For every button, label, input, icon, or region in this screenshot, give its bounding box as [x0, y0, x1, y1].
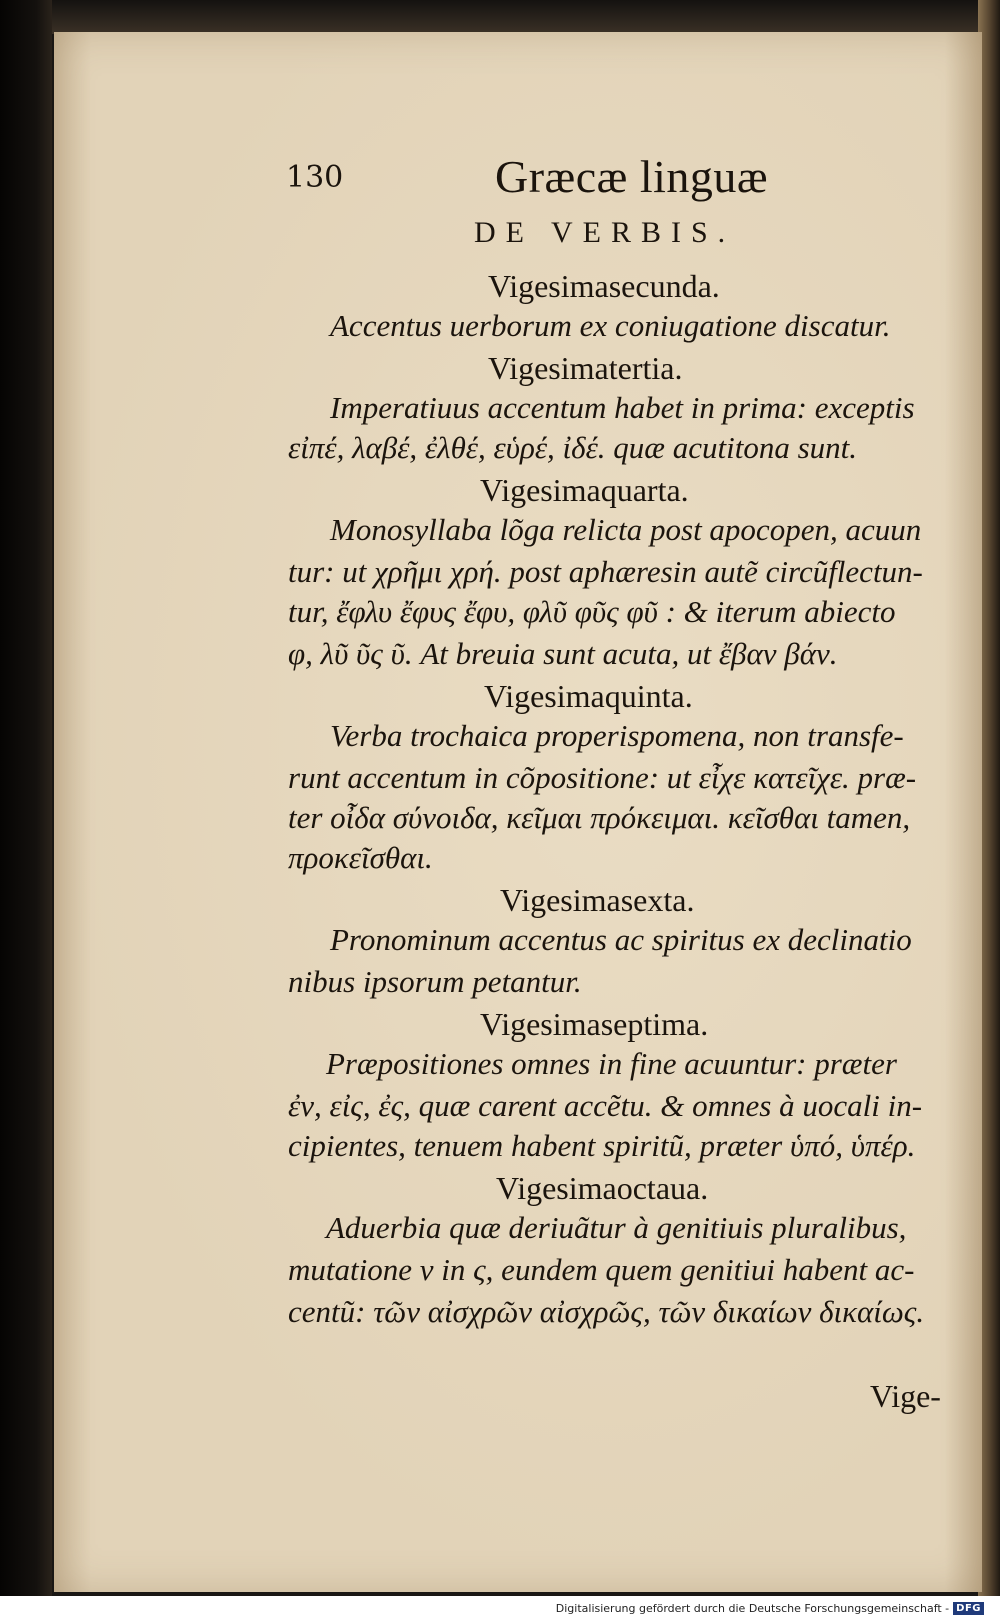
text-line: runt accentum in cõpositione: ut εἶχε κατεῖχε. præ- — [288, 760, 917, 795]
text-line: προκεῖσθαι. — [288, 840, 433, 875]
text-line: ter οἶδα σύνοιδα, κεῖμαι πρόκειμαι. κεῖσθαι tamen, — [288, 800, 911, 835]
text-line: Præpositiones omnes in fine acuuntur: præter — [326, 1046, 897, 1081]
section-heading: Vigesimaseptima. — [480, 1006, 709, 1042]
section-heading: Vigesimasexta. — [500, 882, 695, 918]
text-line: Imperatiuus accentum habet in prima: exceptis — [330, 390, 915, 425]
text-line: εἰπέ, λαβέ, ἐλθέ, εὑρέ, ἰδέ. quæ acutitona sunt. — [288, 430, 857, 465]
text-line: Pronominum accentus ac spiritus ex declinatio — [330, 922, 912, 957]
section-heading: Vigesimasecunda. — [488, 268, 720, 304]
text-line: φ, λῦ ῦς ῦ. At breuia sunt acuta, ut ἔβαν βάν. — [288, 636, 838, 671]
text-line: mutatione ν in ς, eundem quem genitiui habent ac- — [288, 1252, 915, 1287]
catchword: Vige- — [870, 1378, 941, 1414]
page-number: 130 — [286, 160, 344, 195]
section-heading: Vigesimatertia. — [488, 350, 683, 386]
section-heading: Vigesimaoctaua. — [496, 1170, 709, 1206]
text-line: Monosyllaba lõga relicta post apocopen, acuun — [330, 512, 922, 547]
dfg-logo: DFG — [953, 1602, 984, 1615]
text-line: centũ: τῶν αἰσχρῶν αἰσχρῶς, τῶν δικαίων δικαίως. — [288, 1294, 925, 1329]
text-line: Verba trochaica properispomena, non transfe- — [330, 718, 904, 753]
text-line: nibus ipsorum petantur. — [288, 964, 582, 999]
text-line: cipientes, tenuem habent spiritũ, præter ὑπό, ὑπέρ. — [288, 1128, 916, 1163]
text-line: Aduerbia quæ deriuãtur à genitiuis pluralibus, — [326, 1210, 907, 1245]
text-line: ἐν, εἰς, ἐς, quæ carent accẽtu. & omnes à uocali in- — [288, 1088, 923, 1123]
section-heading: Vigesimaquarta. — [480, 472, 689, 508]
book-top-edge — [52, 0, 1000, 34]
text-line: Accentus uerborum ex coniugatione discatur. — [330, 308, 891, 343]
running-title: Græcæ linguæ — [495, 151, 769, 202]
digitization-credit-bar — [0, 1596, 1000, 1620]
text-line: tur: ut χρῆμι χρή. post aphæresin autẽ circũflectun- — [288, 554, 923, 589]
running-subtitle: DE VERBIS. — [474, 216, 736, 249]
text-line: tur, ἔφλυ ἔφυς ἔφυ, φλῦ φῦς φῦ : & iterum abiecto — [288, 594, 896, 629]
section-heading: Vigesimaquinta. — [484, 678, 693, 714]
book-spine-shadow — [0, 0, 52, 1620]
digitization-credit: Digitalisierung gefördert durch die Deutsche Forschungsgemeinschaft - — [555, 1601, 950, 1615]
